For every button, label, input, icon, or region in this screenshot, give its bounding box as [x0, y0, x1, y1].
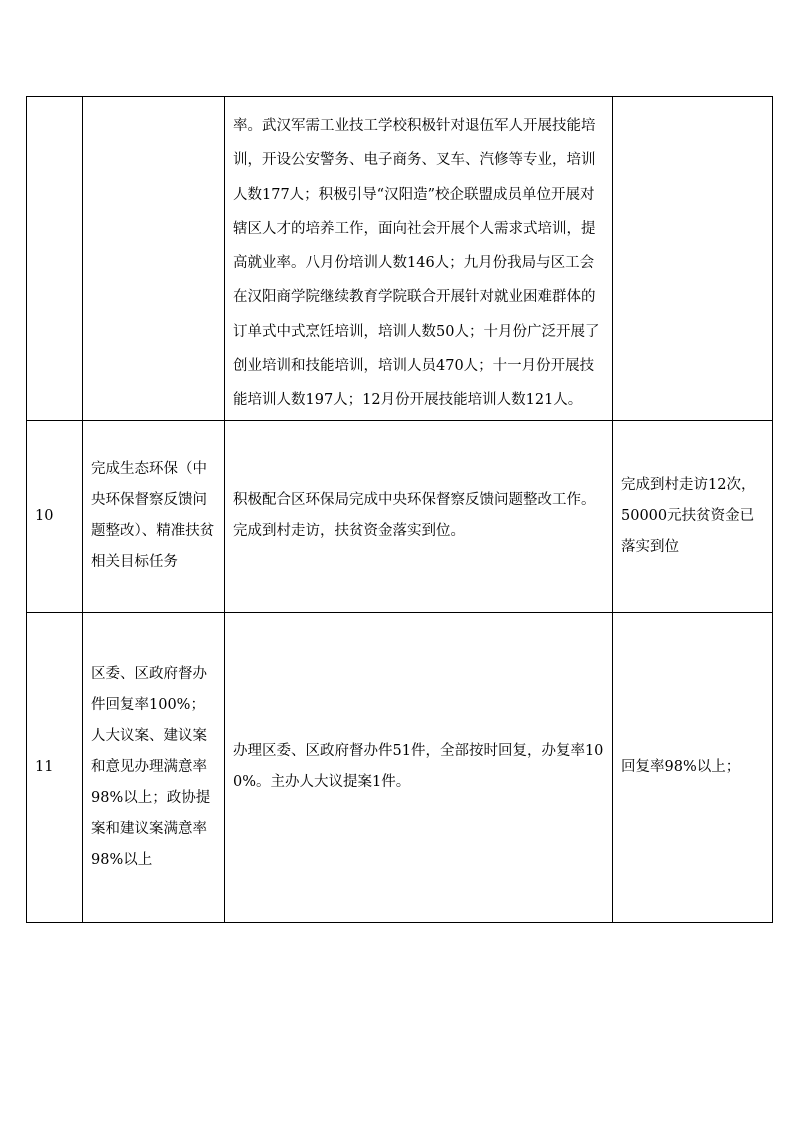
row-number-cell — [27, 97, 83, 421]
detail-cell: 积极配合区环保局完成中央环保督察反馈问题整改工作。完成到村走访，扶贫资金落实到位。 — [225, 420, 613, 612]
result-cell: 回复率98%以上； — [613, 612, 773, 922]
detail-cell: 办理区委、区政府督办件51件，全部按时回复，办复率100%。主办人大议提案1件。 — [225, 612, 613, 922]
result-cell: 完成到村走访12次，50000元扶贫资金已落实到位 — [613, 420, 773, 612]
result-cell — [613, 97, 773, 421]
table-row — [27, 420, 773, 612]
table-row — [27, 97, 773, 421]
task-cell: 区委、区政府督办件回复率100%；人大议案、建议案和意见办理满意率98%以上；政协提案和建议案满意率98%以上 — [83, 612, 225, 922]
table-row — [27, 612, 773, 922]
row-number-cell: 10 — [27, 420, 83, 612]
task-cell — [83, 97, 225, 421]
detail-cell — [225, 97, 613, 421]
work-report-table — [26, 96, 773, 923]
detail-text: 率。武汉军需工业技工学校积极针对退伍军人开展技能培训，开设公安警务、电子商务、叉车、汽修等专业，培训人数177人；积极引导“汉阳造”校企联盟成员单位开展对辖区人才的培养工作，面向社会开展个人需求式培训，提高就业率。八月份培训人数146人；九月份我局与区工会在汉阳商学院继续教育学院联合开展针对就业困难群体的订单式中式烹饪培训，培训人数50人；十月份广泛开展了创业培训和技能培训，培训人员470人；十一月份开展技能培训人数197人；12月份开展技能培训人数121人。 — [233, 118, 600, 409]
row-number-cell: 11 — [27, 612, 83, 922]
task-cell: 完成生态环保（中央环保督察反馈问题整改）、精准扶贫相关目标任务 — [83, 420, 225, 612]
